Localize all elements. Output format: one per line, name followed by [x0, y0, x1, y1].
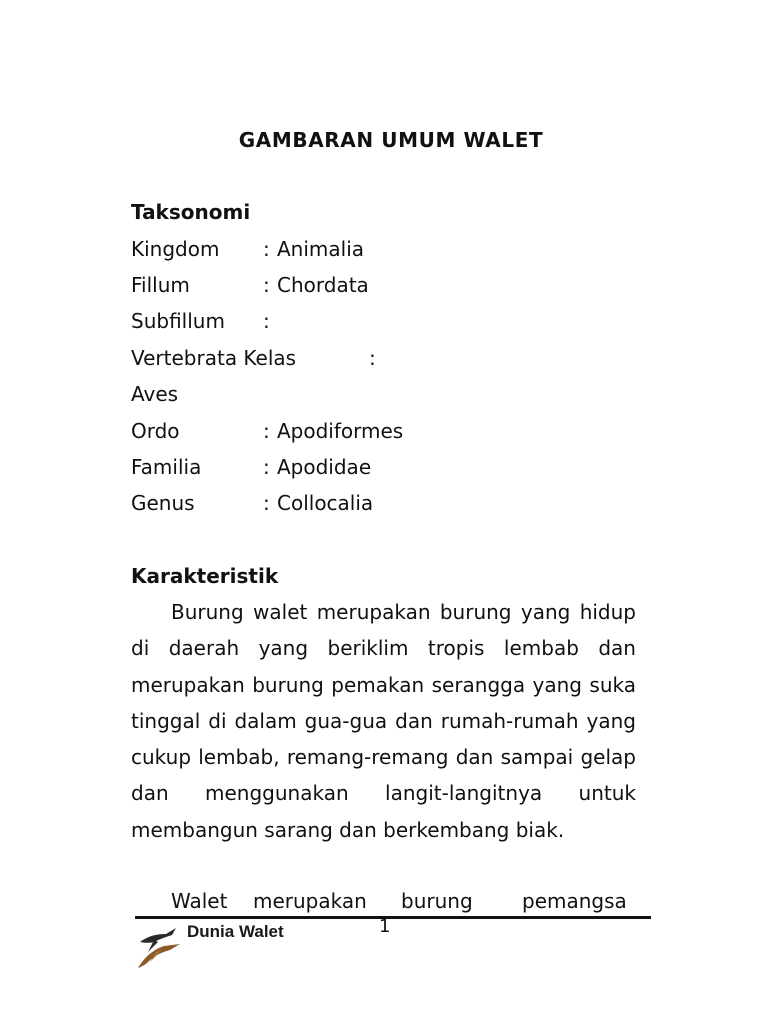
taxonomy-row-aves: [131, 382, 651, 412]
taxonomy-row-subfillum: [131, 309, 651, 339]
taxonomy-label: Genus: [131, 491, 195, 515]
taxonomy-value: Chordata: [277, 273, 369, 297]
characteristics-heading: Karakteristik: [131, 564, 279, 588]
taxonomy-separator: :: [263, 309, 270, 333]
taxonomy-separator: :: [263, 237, 270, 261]
taxonomy-label: Kingdom: [131, 237, 220, 261]
taxonomy-row-vertebrata-kelas: [131, 346, 651, 376]
taxonomy-value: Collocalia: [277, 491, 374, 515]
footer-brand: Dunia Walet: [187, 922, 284, 941]
taxonomy-value: Apodiformes: [277, 419, 404, 443]
taxonomy-label: Vertebrata Kelas: [131, 346, 297, 370]
characteristics-paragraph: [131, 594, 636, 848]
taxonomy-separator: :: [263, 273, 270, 297]
taxonomy-label: Familia: [131, 455, 202, 479]
taxonomy-row-genus: [131, 491, 651, 521]
taxonomy-value: Apodidae: [277, 455, 372, 479]
taxonomy-row-ordo: [131, 419, 651, 449]
page-number: 1: [379, 916, 391, 937]
taxonomy-row-fillum: [131, 273, 651, 303]
footer-rule: [135, 916, 651, 919]
taxonomy-row-familia: [131, 455, 651, 485]
paragraph-word: pemangsa: [522, 889, 627, 913]
taxonomy-separator: :: [369, 346, 376, 370]
taxonomy-label: Subfillum: [131, 309, 225, 333]
taxonomy-separator: :: [263, 419, 270, 443]
paragraph-text: Burung walet merupakan burung yang hidup di daerah yang beriklim tropis lembab dan merupakan burung pemakan serangga yang suka tinggal di dalam gua-gua dan rumah-rumah yang cukup lembab, remang-remang dan sampai gelap dan menggunakan langit-langitnya untuk membangun sarang dan berkembang biak.: [131, 600, 636, 842]
taxonomy-label: Aves: [131, 382, 179, 406]
paragraph-word: burung: [401, 889, 473, 913]
taxonomy-value: Animalia: [277, 237, 365, 261]
taxonomy-label: Fillum: [131, 273, 190, 297]
taxonomy-heading: Taksonomi: [131, 200, 251, 224]
taxonomy-label: Ordo: [131, 419, 180, 443]
taxonomy-separator: :: [263, 455, 270, 479]
paragraph-word: Walet: [171, 889, 228, 913]
taxonomy-row-kingdom: [131, 237, 651, 267]
document-title: GAMBARAN UMUM WALET: [238, 128, 544, 152]
paragraph-word: merupakan: [253, 889, 367, 913]
swallow-bird-icon: [136, 922, 186, 970]
taxonomy-separator: :: [263, 491, 270, 515]
